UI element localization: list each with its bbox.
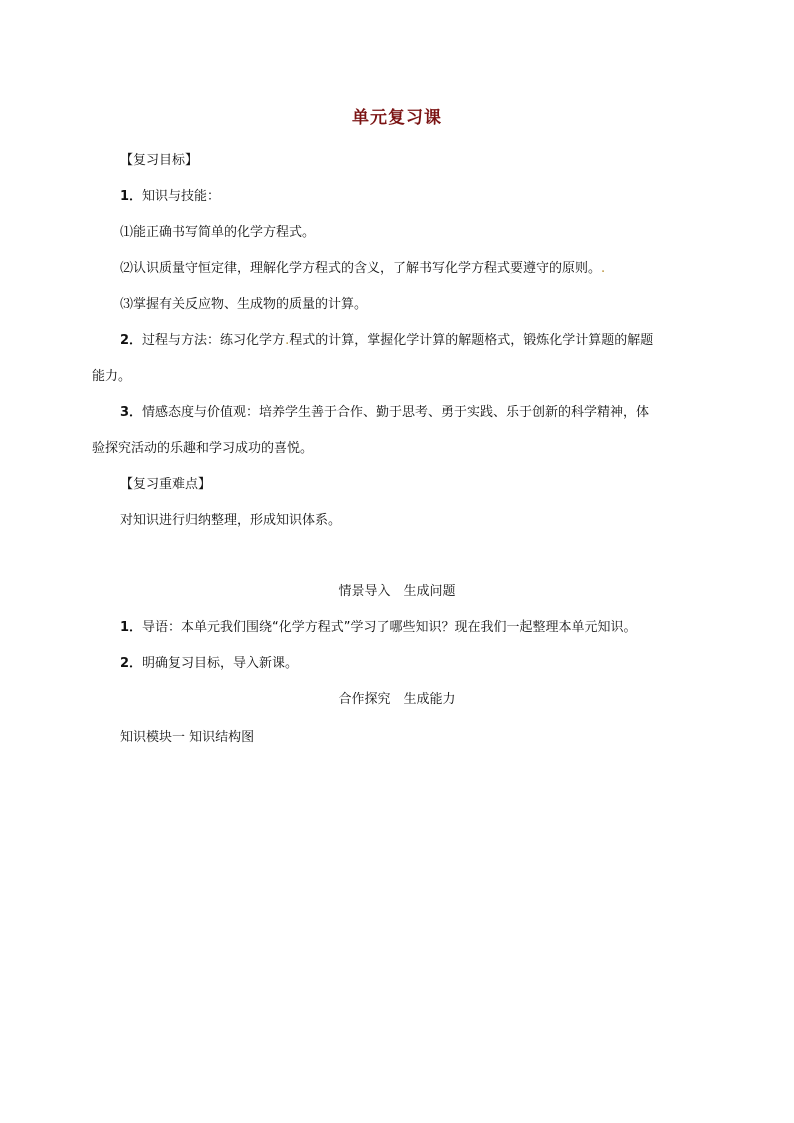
page-title: 单元复习课 <box>352 108 442 128</box>
intro-2-number: 2． <box>120 656 143 671</box>
heading-scenario-intro: 情景导入 生成问题 <box>338 584 456 599</box>
intro-1-text: 导语：本单元我们围绕“化学方程式”学习了哪些知识？现在我们一起整理本单元知识。 <box>142 620 637 635</box>
goal-1-text: 知识与技能： <box>142 189 221 204</box>
goal-1-item-2 <box>120 259 605 279</box>
knowledge-module-1: 知识模块一 知识结构图 <box>120 730 255 745</box>
goal-2 <box>120 331 653 351</box>
heading-cooperative-explore: 合作探究 生成能力 <box>338 692 456 707</box>
goal-2-continued: 能力。 <box>92 369 132 384</box>
goal-2-number: 2． <box>120 333 143 348</box>
goal-3 <box>120 403 649 423</box>
stray-dot-mark: . <box>601 261 606 276</box>
goal-1-item-1: ⑴能正确书写简单的化学方程式。 <box>120 225 316 240</box>
goal-1-item-3: ⑶掌握有关反应物、生成物的质量的计算。 <box>120 297 368 312</box>
goal-1-number: 1． <box>120 189 143 204</box>
goal-1-item-2-text: ⑵认识质量守恒定律，理解化学方程式的含义，了解书写化学方程式要遵守的原则。 <box>120 261 602 276</box>
section-key-points: 【复习重难点】 <box>120 477 212 492</box>
intro-1 <box>120 618 637 638</box>
intro-2 <box>120 654 298 674</box>
goal-3-continued: 验探究活动的乐趣和学习成功的喜悦。 <box>92 441 314 456</box>
stray-dot-mark: . <box>285 333 290 348</box>
intro-2-text: 明确复习目标，导入新课。 <box>142 656 299 671</box>
goal-1 <box>120 187 220 207</box>
intro-1-number: 1． <box>120 620 143 635</box>
key-points-text: 对知识进行归纳整理，形成知识体系。 <box>120 513 342 528</box>
section-review-goals: 【复习目标】 <box>120 153 199 168</box>
goal-2-text-a: 过程与方法：练习化学方 <box>142 333 286 348</box>
goal-3-text: 情感态度与价值观：培养学生善于合作、勤于思考、勇于实践、乐于创新的科学精神，体 <box>142 405 650 420</box>
goal-2-text-b: 程式的计算，掌握化学计算的解题格式，锻炼化学计算题的解题 <box>289 333 654 348</box>
goal-3-number: 3． <box>120 405 143 420</box>
